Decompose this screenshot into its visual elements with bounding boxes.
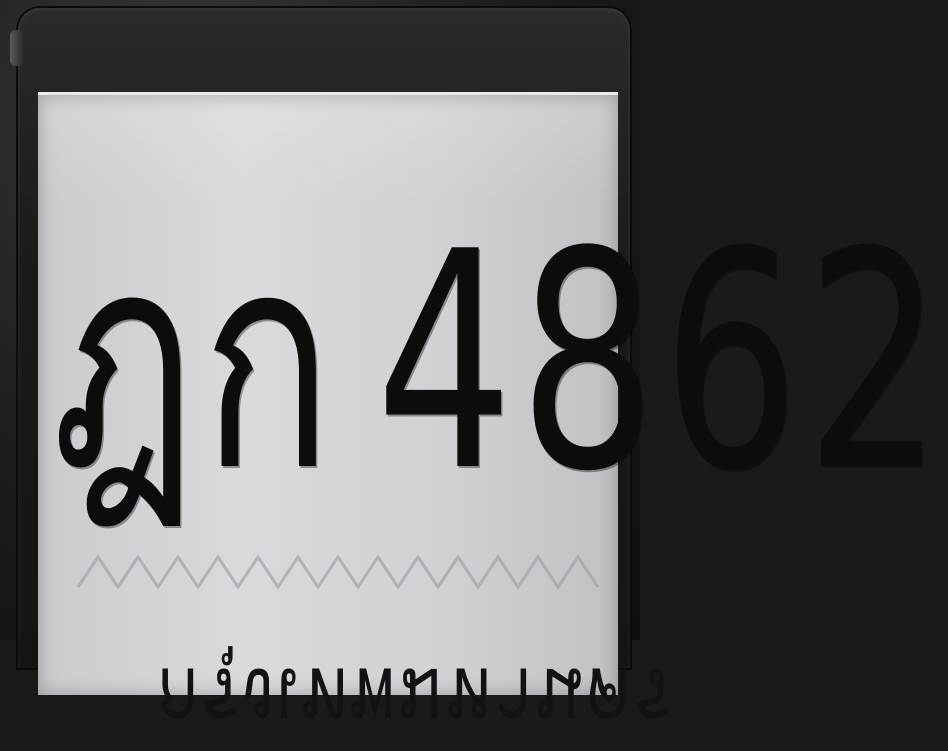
emboss-pattern <box>78 547 598 597</box>
plate-digits: 4862 <box>375 188 948 537</box>
plate-number <box>38 188 948 537</box>
plate-series: ฎก <box>50 188 339 537</box>
plate-province: กรุงเทพมหานคร <box>156 648 673 751</box>
frame-clip <box>10 30 24 66</box>
license-plate <box>38 92 948 751</box>
